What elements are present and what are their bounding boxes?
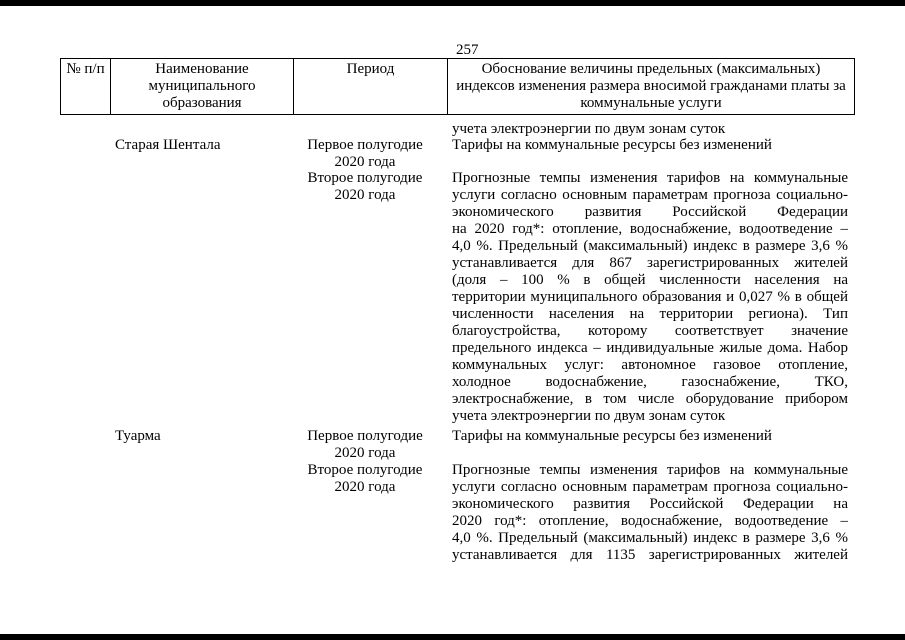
basis-second-half <box>452 462 848 564</box>
page-number: 257 <box>456 42 479 58</box>
basis-first-half: Тарифы на коммунальные ресурсы без изменений <box>452 137 772 153</box>
basis-first-half: Тарифы на коммунальные ресурсы без изменений <box>452 428 772 444</box>
text-line: услуги согласно основным параметрам прогноза социально- <box>452 187 848 203</box>
header-col-name: Наименование муниципального образования <box>111 59 294 115</box>
text-line: (доля – 100 % в общей численности населения на <box>452 272 848 288</box>
text-line: Прогнозные темпы изменения тарифов на коммунальные <box>452 462 848 478</box>
text-line: территории муниципального образования и 0,027 % в общей <box>452 289 848 305</box>
continuation-text: учета электроэнергии по двум зонам суток <box>452 121 726 137</box>
text-line: экономического развития Российской Федерации на <box>452 496 848 512</box>
period-first-half: Первое полугодие 2020 года <box>307 428 423 461</box>
text-line: 4,0 %. Предельный (максимальный) индекс в размере 3,6 % <box>452 238 848 254</box>
text-line: численности населения на территории региона). Тип <box>452 306 848 322</box>
text-line: предельного индекса – индивидуальные жилые дома. Набор <box>452 340 848 356</box>
bottom-border <box>0 634 905 640</box>
period-second-half: Второе полугодие 2020 года <box>307 462 423 495</box>
text-line: экономического развития Российской Федерации <box>452 204 848 220</box>
table-header <box>60 58 855 115</box>
text-line: 4,0 %. Предельный (максимальный) индекс в размере 3,6 % <box>452 530 848 546</box>
text-line: Прогнозные темпы изменения тарифов на коммунальные <box>452 170 848 186</box>
period-first-half: Первое полугодие 2020 года <box>307 137 423 170</box>
municipality-name: Туарма <box>115 428 161 444</box>
text-line: 2020 год*: отопление, водоснабжение, водоотведение – <box>452 513 848 529</box>
header-col-number: № п/п <box>61 59 111 115</box>
top-border <box>0 0 905 6</box>
basis-second-half <box>452 170 848 425</box>
header-col-basis: Обоснование величины предельных (максимальных) индексов изменения размера вносимой гражданами платы за коммунальные услуги <box>448 59 855 115</box>
text-line: электроснабжение, в том числе оборудование прибором <box>452 391 848 407</box>
text-line: устанавливается для 1135 зарегистрированных жителей <box>452 547 848 563</box>
text-line: услуги согласно основным параметрам прогноза социально- <box>452 479 848 495</box>
header-col-period: Период <box>294 59 448 115</box>
text-line: благоустройства, которому соответствует значение <box>452 323 848 339</box>
text-line: коммунальных услуг: автономное газовое отопление, <box>452 357 848 373</box>
text-line: холодное водоснабжение, газоснабжение, ТКО, <box>452 374 848 390</box>
period-second-half: Второе полугодие 2020 года <box>307 170 423 203</box>
text-line: учета электроэнергии по двум зонам суток <box>452 408 726 424</box>
text-line: устанавливается для 867 зарегистрированных жителей <box>452 255 848 271</box>
text-line: на 2020 год*: отопление, водоснабжение, водоотведение – <box>452 221 848 237</box>
municipality-name: Старая Шентала <box>115 137 221 153</box>
